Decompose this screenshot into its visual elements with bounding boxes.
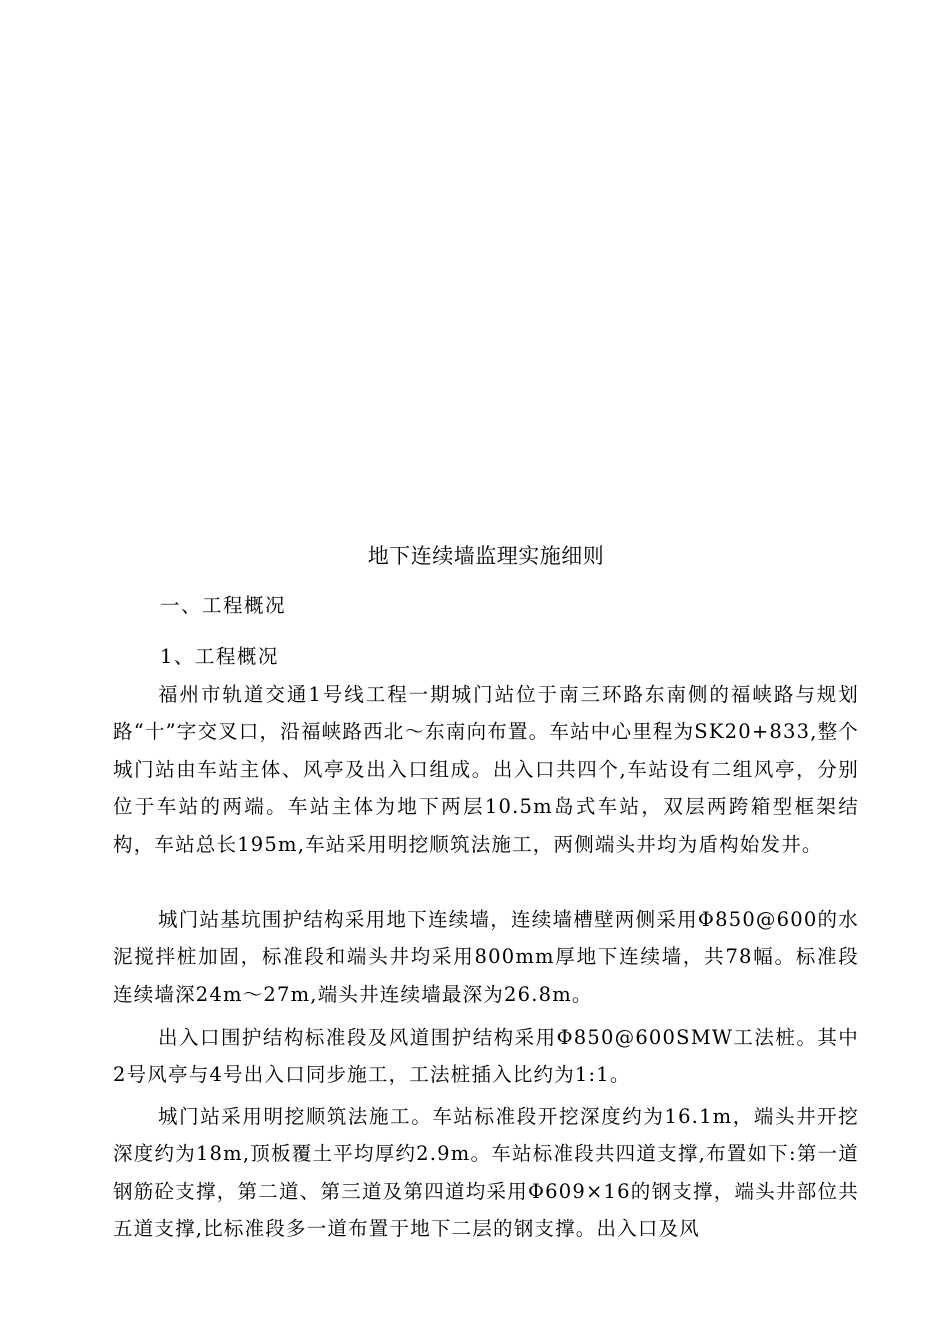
section-heading: 一、工程概况 [160, 594, 287, 617]
subsection-heading: 1、工程概况 [160, 645, 279, 668]
paragraph-project-overview: 福州市轨道交通1号线工程一期城门站位于南三环路东南侧的福峡路与规划路“十”字交叉口，沿福峡路西北～东南向布置。车站中心里程为SK20+833,整个城门站由车站主体、风亭及出入口组成。出入口共四个,车站设有二组风亭，分别位于车站的两端。车站主体为地下两层10.5m岛式车站，双层两跨箱型框架结构，车站总长195m,车站采用明挖顺筑法施工，两侧端头井均为盾构始发井。 [113, 683, 859, 856]
document-title: 地下连续墙监理实施细则 [367, 544, 605, 568]
paragraph-entrance-retaining: 出入口围护结构标准段及风道围护结构采用Φ850@600SMW工法桩。其中2号风亭与4号出入口同步施工，工法桩插入比约为1:1。 [113, 1026, 859, 1087]
paragraph-excavation: 城门站采用明挖顺筑法施工。车站标准段开挖深度约为16.1m，端头井开挖深度约为18m,顶板覆土平均厚约2.9m。车站标准段共四道支撑,布置如下:第一道钢筋砼支撑，第二道、第三道及第四道均采用Φ609×16的钢支撑，端头井部位共五道支撑,比标准段多一道布置于地下二层的钢支撑。出入口及风 [113, 1105, 859, 1241]
paragraph-retaining-wall: 城门站基坑围护结构采用地下连续墙，连续墙槽壁两侧采用Φ850@600的水泥搅拌桩加固，标准段和端头井均采用800mm厚地下连续墙，共78幅。标准段连续墙深24m～27m,端头井连续墙最深为26.8m。 [113, 908, 859, 1006]
